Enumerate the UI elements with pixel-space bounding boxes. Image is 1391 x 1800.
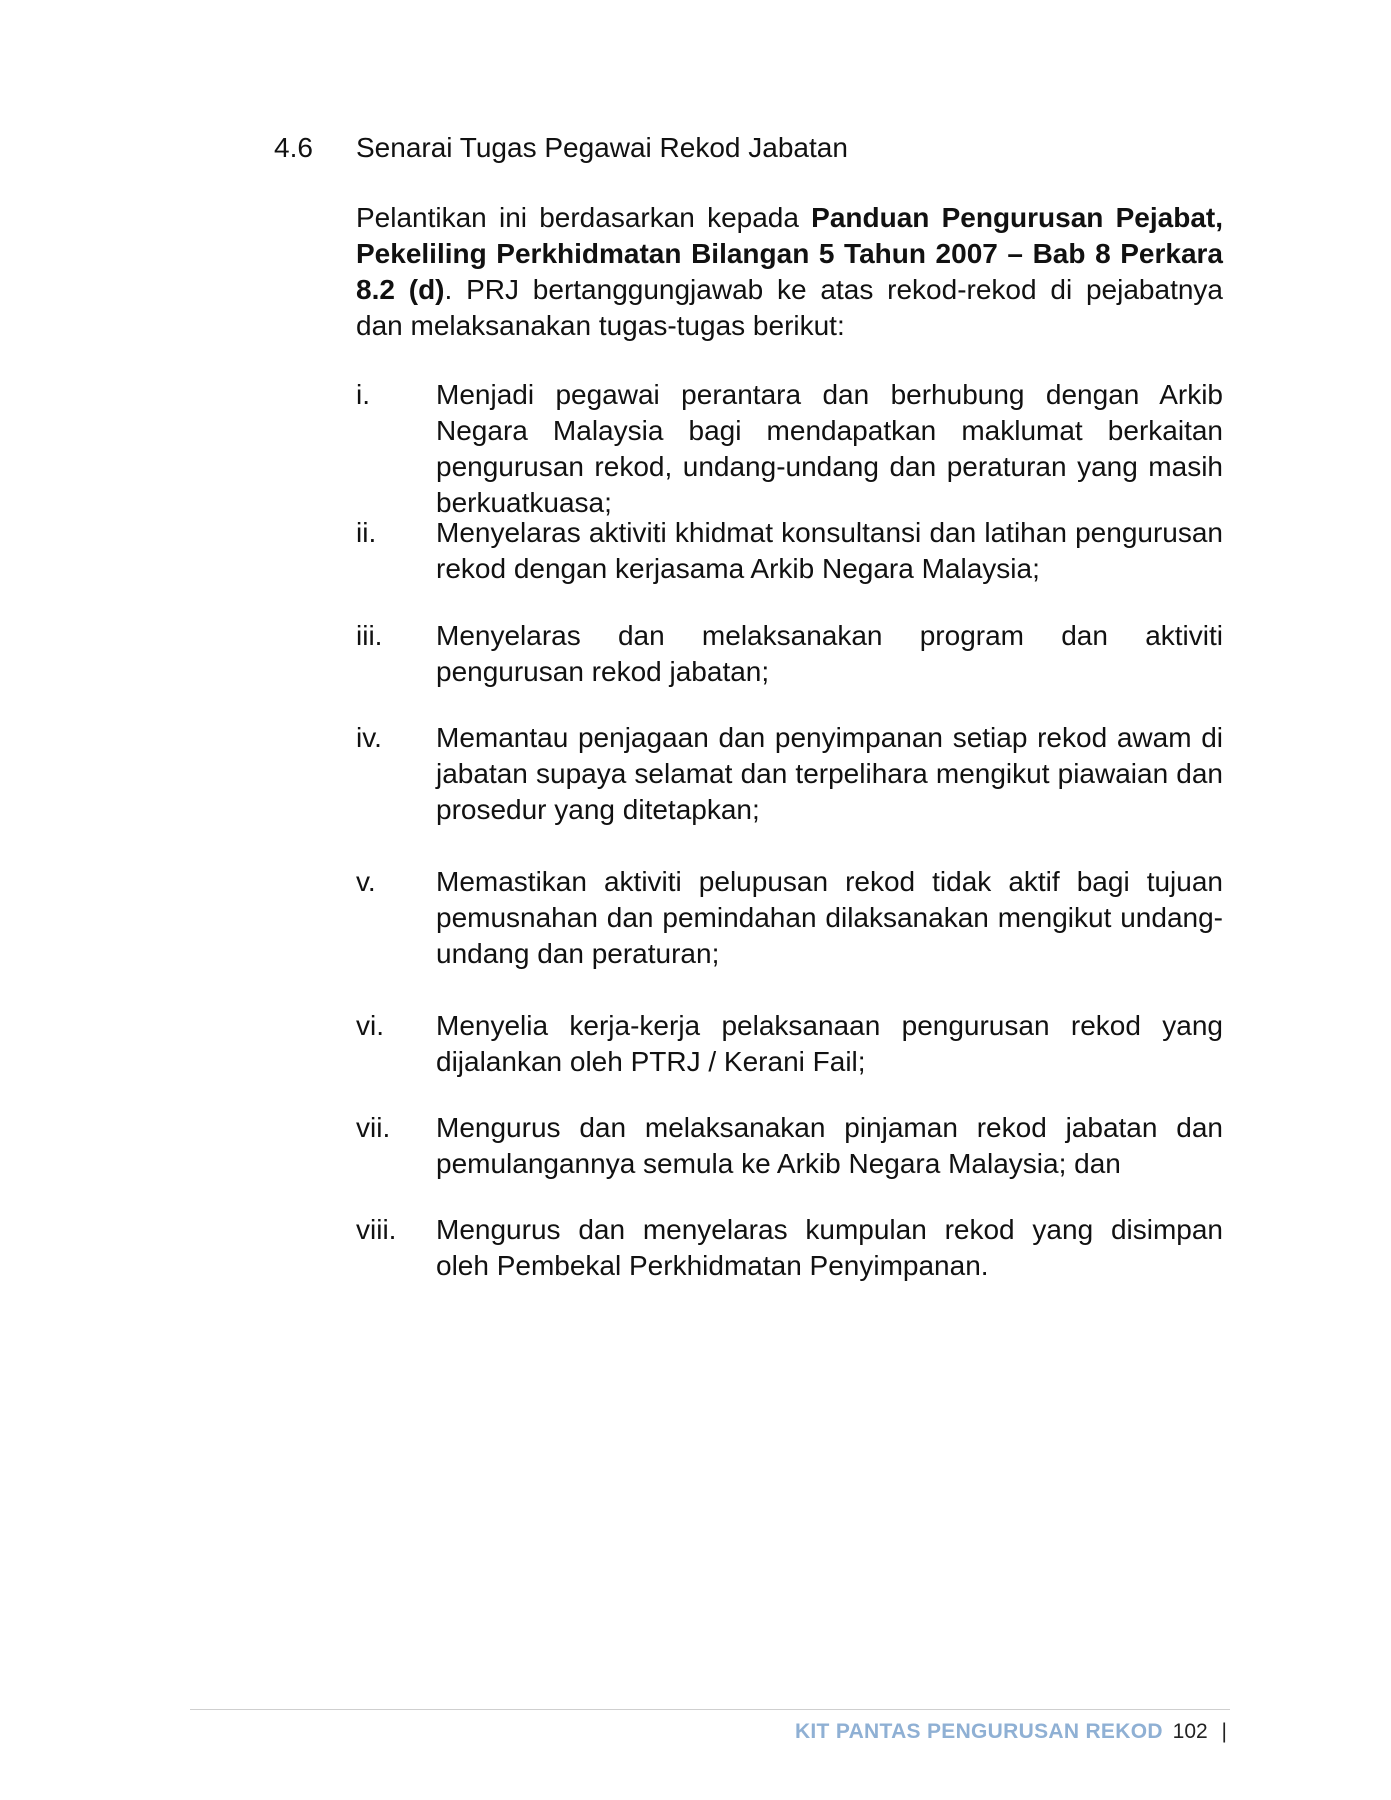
page-number: 102 bbox=[1172, 1720, 1208, 1743]
list-item-text: Menjadi pegawai perantara dan berhubung dengan Arkib Negara Malaysia bagi mendapatkan maklumat berkaitan pengurusan rekod, undang-undang dan peraturan yang masih berkuatkuasa; bbox=[436, 379, 1223, 518]
footer-title: KIT PANTAS PENGURUSAN REKOD bbox=[794, 1720, 1163, 1743]
list-item-number: viii. bbox=[356, 1214, 397, 1245]
intro-rest: . PRJ bertanggungjawab ke atas rekod-rekod di pejabatnya dan melaksanakan tugas-tugas berikut: bbox=[356, 274, 1223, 341]
list-item-text: Memantau penjagaan dan penyimpanan setiap rekod awam di jabatan supaya selamat dan terpelihara mengikut piawaian dan prosedur yang ditetapkan; bbox=[436, 722, 1223, 825]
list-item-text: Menyelaras dan melaksanakan program dan aktiviti pengurusan rekod jabatan; bbox=[436, 620, 1223, 687]
page-footer bbox=[795, 1718, 1227, 1746]
intro-paragraph bbox=[356, 200, 1223, 344]
footer-divider bbox=[190, 1709, 1230, 1710]
list-item-text: Menyelia kerja-kerja pelaksanaan pengurusan rekod yang dijalankan oleh PTRJ / Kerani Fail; bbox=[436, 1010, 1223, 1077]
list-item-number: iii. bbox=[356, 620, 383, 651]
list-item-number: v. bbox=[356, 866, 376, 897]
list-item-number: iv. bbox=[356, 722, 382, 753]
list-item-text: Mengurus dan melaksanakan pinjaman rekod jabatan dan pemulangannya semula ke Arkib Negara Malaysia; dan bbox=[436, 1112, 1223, 1179]
section-title: Senarai Tugas Pegawai Rekod Jabatan bbox=[356, 132, 848, 163]
section-number: 4.6 bbox=[274, 132, 313, 163]
list-item-number: ii. bbox=[356, 517, 377, 548]
list-item-text: Memastikan aktiviti pelupusan rekod tidak aktif bagi tujuan pemusnahan dan pemindahan dilaksanakan mengikut undang-undang dan peraturan; bbox=[436, 866, 1223, 969]
list-item-text: Mengurus dan menyelaras kumpulan rekod yang disimpan oleh Pembekal Perkhidmatan Penyimpanan. bbox=[436, 1214, 1223, 1281]
list-item-number: vii. bbox=[356, 1112, 391, 1143]
list-item-text: Menyelaras aktiviti khidmat konsultansi dan latihan pengurusan rekod dengan kerjasama Arkib Negara Malaysia; bbox=[436, 517, 1223, 584]
intro-lead: Pelantikan ini berdasarkan kepada bbox=[356, 202, 812, 233]
list-item-number: i. bbox=[356, 379, 370, 410]
footer-separator: | bbox=[1221, 1720, 1227, 1743]
list-item-number: vi. bbox=[356, 1010, 384, 1041]
intro-reference: Panduan Pengurusan Pejabat, Pekeliling Perkhidmatan Bilangan 5 Tahun 2007 – Bab 8 Perkara 8.2 (d) bbox=[356, 202, 1224, 305]
